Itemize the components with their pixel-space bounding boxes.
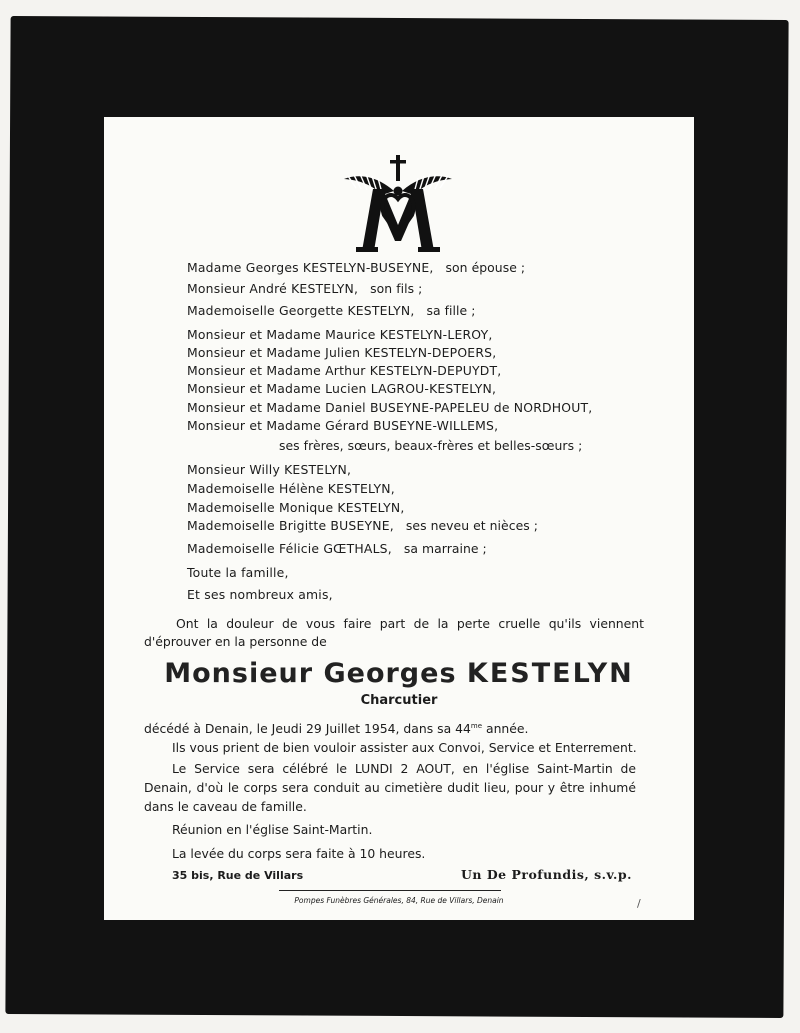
- announcement-text: Ont la douleur de vous faire part de la perte cruelle qu'ils viennent d'éprouver en la personne de: [144, 616, 644, 649]
- levee-text: La levée du corps sera faite à 10 heures.: [172, 846, 426, 861]
- family-relation: ses frères, sœurs, beaux-frères et belles-sœurs ;: [279, 438, 583, 453]
- family-line: [187, 541, 487, 557]
- family-member-name: Mademoiselle Hélène KESTELYN,: [187, 481, 395, 496]
- family-line: [187, 500, 405, 516]
- family-member-name: Mademoiselle Félicie GŒTHALS,: [187, 541, 392, 556]
- deceased-name: Monsieur Georges KESTELYN: [164, 658, 634, 689]
- handwritten-mark: /: [637, 897, 641, 910]
- family-member-name: Et ses nombreux amis,: [187, 587, 333, 602]
- death-details: décédé à Denain, le Jeudi 29 Juillet 1954, dans sa $44^{me}$ année.: [144, 721, 529, 737]
- family-relation: sa fille ;: [426, 303, 476, 318]
- family-line: [187, 281, 422, 297]
- family-line: [187, 518, 538, 534]
- family-line: [187, 418, 498, 434]
- family-relation: ses neveu et nièces ;: [405, 518, 538, 533]
- family-member-name: Monsieur et Madame Daniel BUSEYNE-PAPELEU de NORDHOUT,: [187, 400, 593, 415]
- service-text: Le Service sera célébré le LUNDI 2 AOUT, en l'église Saint-Martin de Denain, d'où le corps sera conduit au cimetière dudit lieu, pour y être inhumé dans le caveau de famille.: [144, 761, 636, 814]
- cross-monogram-emblem: [342, 155, 454, 253]
- deceased-profession: Charcutier: [360, 693, 438, 708]
- family-member-name: Monsieur et Madame Maurice KESTELYN-LEROY,: [187, 327, 493, 342]
- family-member-name: Toute la famille,: [187, 565, 289, 580]
- death-notice-card: [104, 117, 694, 920]
- family-line: [279, 438, 582, 454]
- family-member-name: Monsieur et Madame Julien KESTELYN-DEPOERS,: [187, 345, 497, 360]
- family-line: [187, 381, 496, 397]
- printer-credit: Pompes Funèbres Générales, 84, Rue de Villars, Denain: [294, 896, 504, 905]
- family-member-name: Mademoiselle Georgette KESTELYN,: [187, 303, 415, 318]
- divider-rule: [279, 890, 501, 891]
- family-line: [187, 260, 525, 276]
- family-member-name: Madame Georges KESTELYN-BUSEYNE,: [187, 260, 434, 275]
- family-line: [187, 565, 289, 581]
- prayer-request: Un De Profundis, s.v.p.: [461, 867, 632, 882]
- invitation-text: Ils vous prient de bien vouloir assister aux Convoi, Service et Enterrement.: [172, 740, 637, 755]
- family-member-name: Monsieur et Madame Arthur KESTELYN-DEPUYDT,: [187, 363, 502, 378]
- family-member-name: Monsieur et Madame Gérard BUSEYNE-WILLEMS,: [187, 418, 499, 433]
- family-member-name: Monsieur et Madame Lucien LAGROU-KESTELYN,: [187, 381, 497, 396]
- family-relation: son fils ;: [370, 281, 423, 296]
- family-line: [187, 400, 592, 416]
- meeting-text: Réunion en l'église Saint-Martin.: [172, 822, 373, 837]
- family-member-name: Monsieur André KESTELYN,: [187, 281, 359, 296]
- family-line: [187, 345, 496, 361]
- family-line: [187, 327, 492, 343]
- family-line: [187, 587, 333, 603]
- home-address: 35 bis, Rue de Villars: [172, 869, 304, 882]
- family-line: [187, 303, 475, 319]
- family-line: [187, 462, 351, 478]
- family-line: [187, 481, 395, 497]
- family-member-name: Monsieur Willy KESTELYN,: [187, 462, 352, 477]
- family-member-name: Mademoiselle Monique KESTELYN,: [187, 500, 405, 515]
- family-member-name: Mademoiselle Brigitte BUSEYNE,: [187, 518, 394, 533]
- family-relation: son épouse ;: [445, 260, 526, 275]
- family-relation: sa marraine ;: [403, 541, 487, 556]
- family-line: [187, 363, 501, 379]
